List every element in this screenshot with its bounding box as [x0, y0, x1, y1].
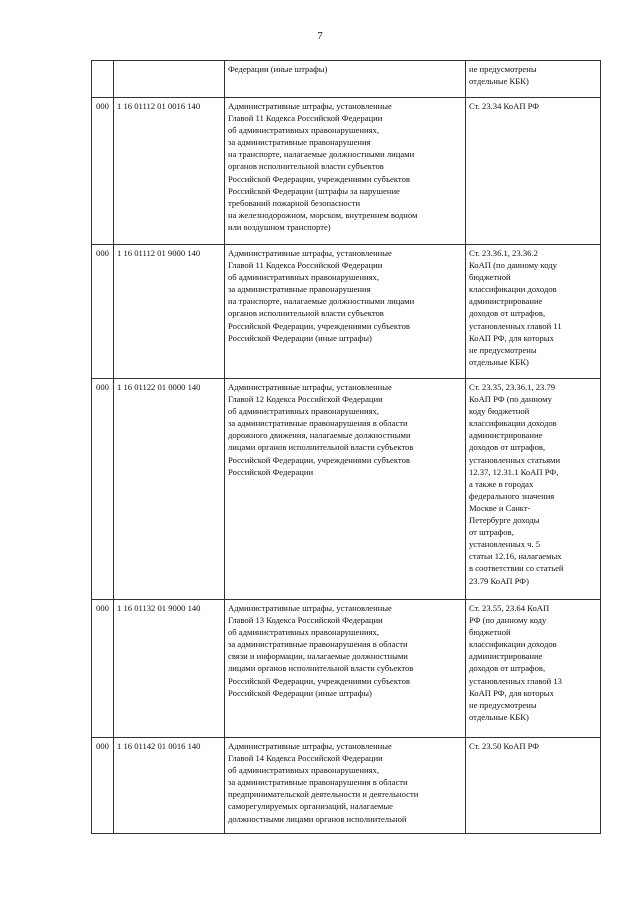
legal-basis-cell [466, 379, 601, 600]
legal-basis-text: Ст. 23.35, 23.36.1, 23.79 КоАП РФ (по данному коду бюджетной классификации доходов администрирование доходов от штрафов, установленных статьями 12.37, 12.31.1 КоАП РФ, а также в городах федерального значения Москве и Санкт- Петербурге доходы от штрафов, установленных ч. 5 статьи 12.16, налагаемых в соответствии со статьей 23.79 КоАП РФ) [469, 382, 564, 586]
revenue-name-text: Административные штрафы, установленные Главой 12 Кодекса Российской Федерации об административных правонарушениях, за административные правонарушения в области дорожного движения, налагаемые должностными лицами органов исполнительной власти субъектов Российской Федерации, учреждениями субъектов Российской Федерации [228, 382, 414, 477]
table-row [92, 98, 601, 245]
table-row [92, 738, 601, 834]
admin-code-cell: 000 [92, 98, 114, 245]
legal-basis-text: Ст. 23.50 КоАП РФ [469, 741, 540, 751]
legal-basis-text: не предусмотрены отдельные КБК) [469, 64, 537, 87]
budget-classification-table [91, 60, 601, 834]
admin-code-cell: 000 [92, 738, 114, 834]
legal-basis-text: Ст. 23.36.1, 23.36.2 КоАП (по данному коду бюджетной классификации доходов администрирование доходов от штрафов, установленных главой 11 КоАП РФ, для которых не предусмотрены отдельные КБК) [469, 248, 562, 367]
revenue-name-cell [225, 379, 466, 600]
page-number: 7 [317, 30, 323, 42]
revenue-name-text: Административные штрафы, установленные Главой 14 Кодекса Российской Федерации об административных правонарушениях, за административные правонарушения в области предпринимательской деятельности и деятельности саморегулируемых организаций, налагаемые должностными лицами органов исполнительной [228, 741, 419, 824]
legal-basis-text: Ст. 23.55, 23.64 КоАП РФ (по данному коду бюджетной классификации доходов администрирование доходов от штрафов, установленных главой 13 КоАП РФ, для которых не предусмотрены отдельные КБК) [469, 603, 562, 722]
revenue-name-text: Административные штрафы, установленные Главой 11 Кодекса Российской Федерации об административных правонарушениях, за административные правонарушения на транспорте, налагаемые должностными лицами органов исполнительной власти субъектов Российской Федерации, учреждениями субъектов Российской Федерации (штрафы за нарушение требований пожарной безопасности на железнодорожном, морском, внутреннем водном или воздушном транспорте) [228, 101, 418, 232]
revenue-name-text: Федерации (иные штрафы) [228, 64, 328, 74]
kbk-code-cell: 1 16 01112 01 9000 140 [114, 245, 225, 379]
revenue-name-cell [225, 738, 466, 834]
revenue-name-cell [225, 245, 466, 379]
admin-code-cell: 000 [92, 379, 114, 600]
table-row [92, 600, 601, 738]
revenue-name-cell [225, 61, 466, 98]
table-row [92, 245, 601, 379]
legal-basis-cell [466, 600, 601, 738]
revenue-name-cell [225, 600, 466, 738]
kbk-code-cell: 1 16 01142 01 0016 140 [114, 738, 225, 834]
kbk-code-cell: 1 16 01122 01 0000 140 [114, 379, 225, 600]
table-row [92, 379, 601, 600]
legal-basis-cell [466, 61, 601, 98]
legal-basis-cell [466, 738, 601, 834]
legal-basis-cell [466, 98, 601, 245]
legal-basis-cell [466, 245, 601, 379]
kbk-code-cell: 1 16 01112 01 0016 140 [114, 98, 225, 245]
admin-code-cell: 000 [92, 245, 114, 379]
table-row-continued [92, 61, 601, 98]
admin-code-cell: 000 [92, 600, 114, 738]
kbk-code-cell [114, 61, 225, 98]
revenue-name-text: Административные штрафы, установленные Главой 13 Кодекса Российской Федерации об административных правонарушениях, за административные правонарушения в области связи и информации, налагаемые должностными лицами органов исполнительной власти субъектов Российской Федерации, учреждениями субъектов Российской Федерации (иные штрафы) [228, 603, 414, 698]
revenue-name-cell [225, 98, 466, 245]
kbk-code-cell: 1 16 01132 01 9000 140 [114, 600, 225, 738]
revenue-name-text: Административные штрафы, установленные Главой 11 Кодекса Российской Федерации об административных правонарушениях, за административные правонарушения на транспорте, налагаемые должностными лицами органов исполнительной власти субъектов Российской Федерации, учреждениями субъектов Российской Федерации (иные штрафы) [228, 248, 415, 343]
legal-basis-text: Ст. 23.34 КоАП РФ [469, 101, 540, 111]
admin-code-cell [92, 61, 114, 98]
